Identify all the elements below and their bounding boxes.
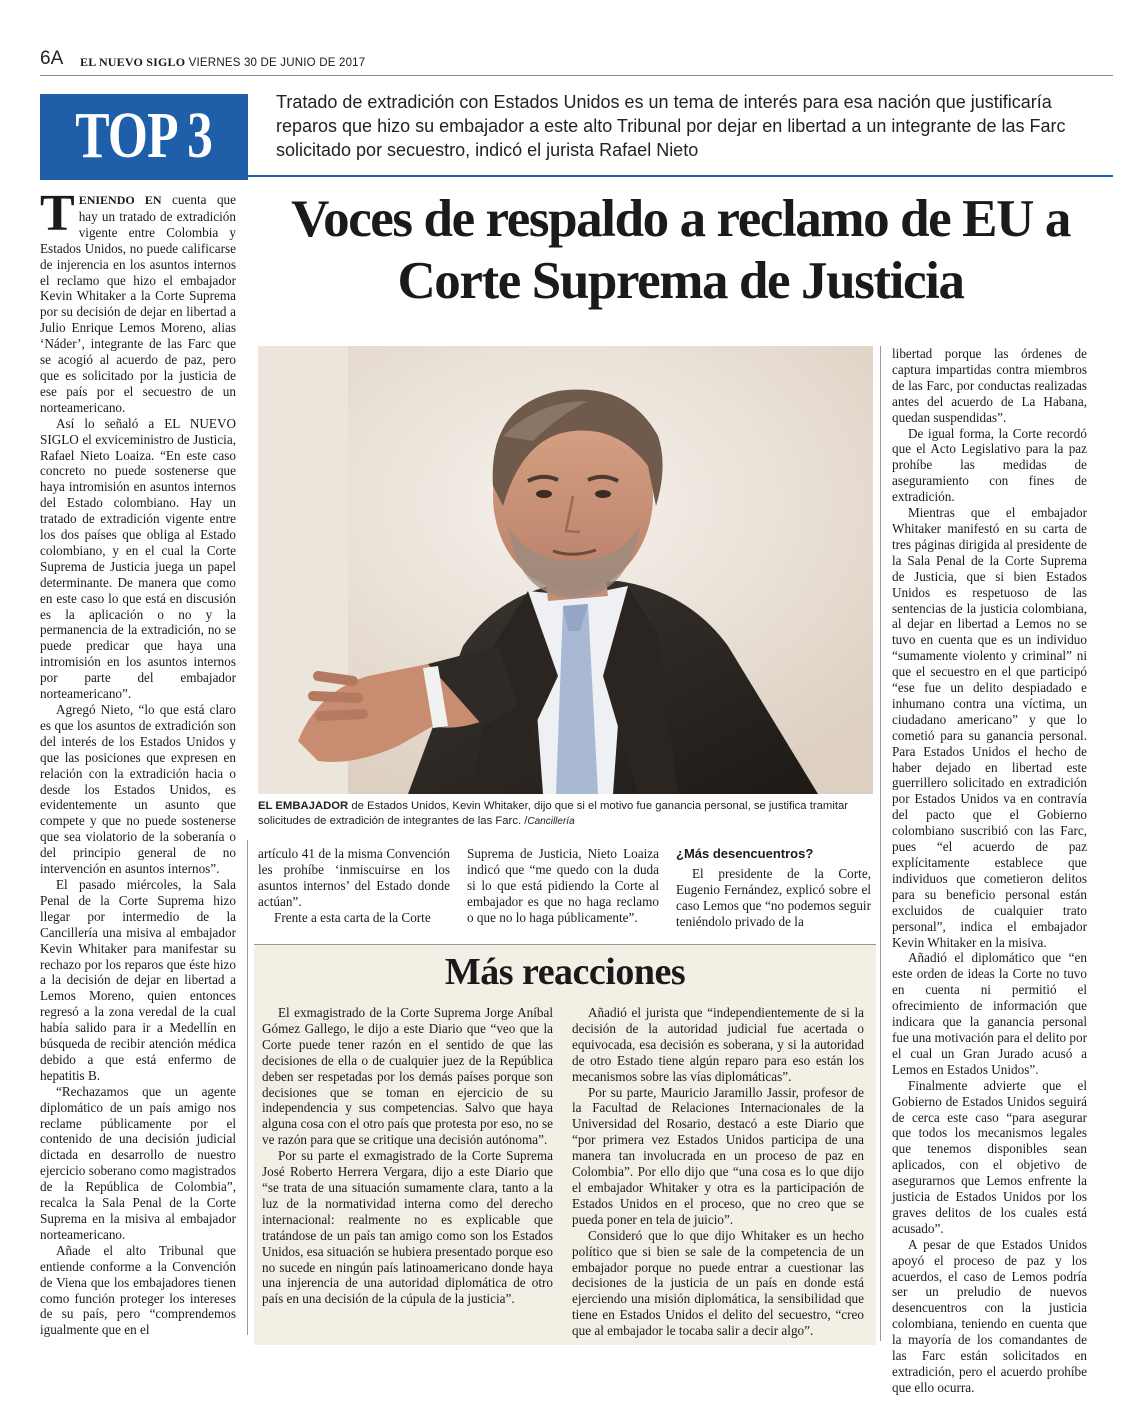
paragraph: “Rechazamos que un agente diplomático de un país amigo nos reclame públicamente por el contenido de una decisión judicial dictada en desarrollo de nuestro ejercicio soberano como magistrados de la República de Colombia”, recalca la Sala Penal de la Corte Suprema en la misiva al embajador norteamericano. [40,1083,236,1242]
paragraph: El presidente de la Corte, Eugenio Fernández, explicó sobre el caso Lemos que “no podemos seguir teniéndolo privado de la [676,865,871,929]
section-tag: TOP 3 [40,94,248,178]
ambassador-photo [258,346,873,794]
sidebar-title: Más reacciones [444,951,686,993]
lead-paragraph: TENIENDO EN cuenta que hay un tratado de extradición vigente entre Colombia y Estados Unidos, no puede calificarse de injerencia en los asuntos internos el reclamo que hizo el embajador Kevin Whitaker a la Corte Suprema por su decisión de dejar en libertad a Julio Enrique Lemos Moreno, alias ‘Náder’, integrante de las Farc que se acogió al acuerdo de paz, pero que es solicitado por la justicia de ese país por el secuestro de un norteamericano. [40,185,236,415]
paragraph: Así lo señaló a EL NUEVO SIGLO el exviceministro de Justicia, Rafael Nieto Loaiza. “En este caso concreto no puede sostenerse que haya intromisión en asuntos internos del Estado colombiano. Hay un tratado de extradición vigente entre los dos países que obliga al Estado colombiano, y en el cual la Corte Suprema de Justicia juega un papel determinante. De manera que como en este caso lo que está en discusión es la aplicación o no y la permanencia de la extradición, no se puede predicar que haya una intromisión en los asuntos internos por parte del embajador norteamericano”. [40,415,236,702]
paragraph: Añadió el jurista que “independientemente de si la decisión de la autoridad judicial fue acertada o equivocada, esa decisión es soberana, y si la autoridad de otro Estado tiene algún reparo para eso están los mecanismos sobre las vías diplomáticas”. [572,1005,864,1084]
paragraph: Mientras que el embajador Whitaker manifestó en su carta de tres páginas dirigida al presidente de la Sala Penal de la Corte Suprema de Justicia, que si bien Estados Unidos es respetuoso de las sentencias de la justicia colombiana, al dejar en libertad a Lemos no se tuvo en cuenta que es un individuo “sumamente violento y criminal” ni que el secuestro en el que participó “ese fue un delito despiadado e inhumano contra una víctima, un ciudadano americano” y que lo cometió para su ganancia personal. Para Estados Unidos el hecho de haber dejado en libertad este guerrillero solicitado en extradición por Estados Unidos va en contravía del pacto que el Gobierno colombiano suscribió con las Farc, pues “el acuerdo de paz explícitamente establece que individuos que cometieron delitos para su beneficio personal están excluidos de cualquier trato personal”, indica el embajador Kevin Whitaker en la misiva. [892,505,1087,950]
paragraph: Por su parte el exmagistrado de la Corte Suprema José Roberto Herrera Vergara, dijo a este Diario que “se trata de una situación sumamente clara, tanto a la luz de la normatividad interna como del derecho internacional: realmente no es explicable que tratándose de un país tan amigo como son los Estados Unidos, esa situación se hubiera presentado porque eso no sucede en ningún país latinoamericano donde haya una injerencia de una autoridad diplomática de otro país en una decisión de la cúpula de la justicia”. [262,1148,553,1307]
body-column-1 [40,185,236,1338]
subheading: ¿Más desencuentros? [676,846,814,861]
column-divider [247,840,248,1335]
paragraph: De igual forma, la Corte recordó que el Acto Legislativo para la paz prohíbe las medidas de aseguramiento con fines de extradición. [892,425,1087,505]
paragraph: Frente a esta carta de la Corte [274,909,431,925]
page-number: 6A [40,48,64,69]
paragraph: Consideró que lo que dijo Whitaker es un hecho político que si bien se sale de la competencia de un embajador porque no puede entrar a cuestionar las decisiones de la justicia de un país en donde está ejerciendo una misión diplomática, la sensibilidad que tiene en Estados Unidos el delito del secuestro, “creo que al embajador le tocaba salir a decir algo”. [572,1227,864,1339]
paragraph: El pasado miércoles, la Sala Penal de la Corte Suprema hizo llegar por intermedio de la Cancillería una misiva al embajador Kevin Whitaker para manifestar su rechazo por los reparos que éste hizo a la decisión de dejar en libertad a Lemos Moreno, quien entonces regresó a la zona veredal de la cual había salido para ir a Medellín en búsqueda de recibir atención médica debido a que está enfermo de hepatitis B. [40,876,236,1083]
issue-date: VIERNES 30 DE JUNIO DE 2017 [188,57,366,69]
paragraph: Agregó Nieto, “lo que está claro es que los asuntos de extradición son del interés de los Estados Unidos y que las posiciones que expresen en relación con la extradición hacia o desde los Estados Unidos, es evidentemente un asunto que compete y que no puede sostenerse que sea violatorio de la soberanía o del principio general de no intervención en asuntos internos”. [40,702,236,877]
sidebar-column-1 [262,1005,553,1307]
lead-caps: ENIENDO EN [78,193,162,207]
body-column-3 [892,346,1087,1396]
paragraph: A pesar de que Estados Unidos apoyó el proceso de paz y los acuerdos, el caso de Lemos podría ser un preludio de nuevos desencuentros con la justicia colombiana, teniendo en cuenta que la mayoría de los comandantes de las Farc están solicitados en extradición, pero el acuerdo prohíbe que ello ocurra. [892,1236,1087,1395]
newspaper-name: EL NUEVO SIGLO [80,55,186,69]
column-divider [880,346,881,1341]
sidebar-column-2 [572,1005,864,1339]
paragraph: artículo 41 de la misma Convención les prohíbe ‘inmiscuirse en los asuntos internos’ del Estado donde actúan”. [258,846,450,909]
body-column-2c [676,846,871,930]
kicker-rule [248,175,1113,177]
header-rule [40,75,1113,76]
photo-credit: Cancillería [527,816,575,827]
paragraph: Suprema de Justicia, Nieto Loaiza indicó que “me quedo con la duda si lo que está pidiendo la Corte al embajador es que no haga reclamo o que no lo haga públicamente”. [467,846,659,925]
paragraph: Por su parte, Mauricio Jaramillo Jassir, profesor de la Facultad de Relaciones Internacionales de la Universidad del Rosario, destacó a este Diario que “por primera vez Estados Unidos participa de una manera tan involucrada en un proceso de paz en Colombia”. Por ello dijo que “una cosa es lo que dijo el embajador Whitaker y otra es la participación de Estados Unidos en el proceso, que no creo que se pueda poner en tela de juicio”. [572,1084,864,1227]
paragraph: Finalmente advierte que el Gobierno de Estados Unidos seguirá de cerca este caso “para asegurar que todos los mecanismos legales que tenemos disponibles sean aplicados, con el objetivo de asegurarnos que Lemos enfrente la justicia de Estados Unidos por los graves delitos de los cuales está acusado”. [892,1077,1087,1236]
drop-cap: T [40,185,75,242]
headline: Voces de respaldo a reclamo de EU a Corte Suprema de Justicia [291,190,1070,310]
portrait-illustration [258,346,873,794]
sidebar-rule [254,944,876,945]
column-rule [40,178,248,180]
paragraph: Añade el alto Tribunal que entiende conforme a la Convención de Viena que los embajadores tienen como función proteger los intereses de su país, pero “comprendemos igualmente que en el [40,1242,236,1338]
photo-caption: EL EMBAJADOR de Estados Unidos, Kevin Whitaker, dijo que si el motivo fue ganancia personal, se justifica tramitar solicitudes de extradición de integrantes de las Farc. /Cancillería [258,800,849,827]
paragraph: El exmagistrado de la Corte Suprema Jorge Aníbal Gómez Gallego, le dijo a este Diario que “veo que la Corte puede tener razón en el sentido de que las decisiones de ella o de cualquier juez de la República deben ser respetadas por los demás países porque son decisiones que se toman en ejercicio de su independencia y sus competencias. Salvo que haya alguna cosa con el otro país que protesta por eso, no se ve razón para que se critique una decisión autónoma”. [262,1005,553,1148]
body-column-2a [258,846,450,926]
body-column-2b [467,846,659,926]
paragraph: Añadió el diplomático que “en este orden de ideas la Corte no tuvo en cuenta ni permitió el ofrecimiento de información que indicara que la ganancia personal fue una motivación para el delito por el cual un Gran Jurado acusó a Lemos en Estados Unidos”. [892,950,1087,1077]
running-header [80,55,365,70]
article-kicker: Tratado de extradición con Estados Unidos es un tema de interés para esa nación que justificaría reparos que hizo su embajador a este alto Tribunal por dejar en libertad a un integrante de las Farc solicitado por secuestro, indicó el jurista Rafael Nieto [276,92,1066,160]
paragraph: libertad porque las órdenes de captura impartidas contra miembros de las Farc, por conductas realizadas antes del acuerdo de La Habana, quedan suspendidas”. [892,346,1087,425]
